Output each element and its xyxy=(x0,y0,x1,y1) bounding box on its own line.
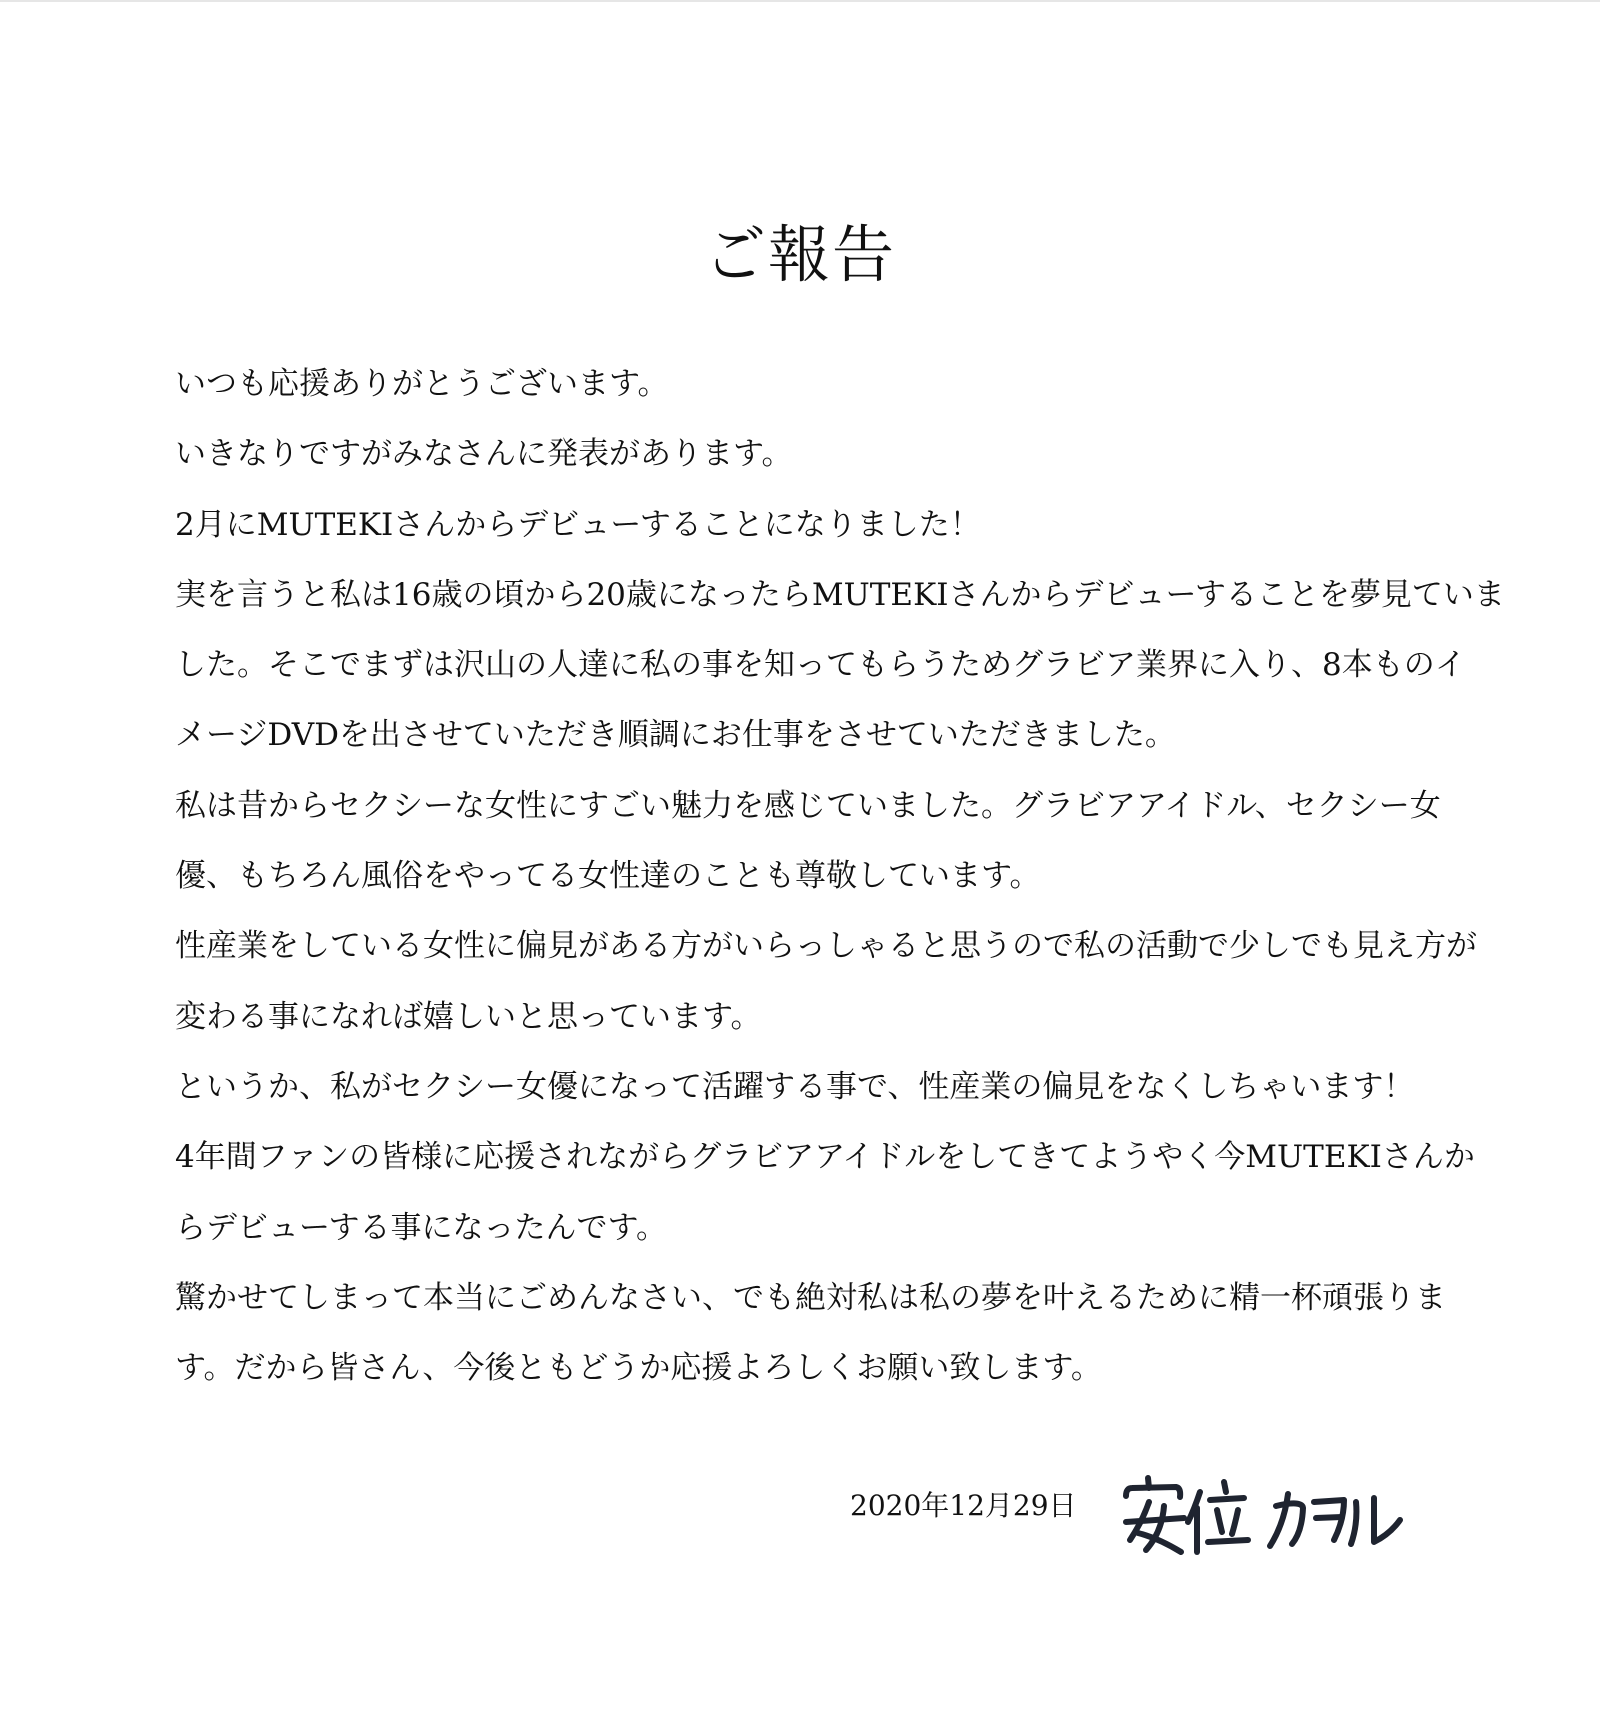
document-body xyxy=(175,362,1505,1416)
body-line: 実を言うと私は16歳の頃から20歳になったらMUTEKIさんからデビューすることを夢見ていま xyxy=(175,576,1505,613)
body-line: 驚かせてしまって本当にごめんなさい、でも絶対私は私の夢を叶えるために精一杯頑張りま xyxy=(175,1279,1446,1316)
body-line: 私は昔からセクシーな女性にすごい魅力を感じていました。グラビアアイドル、セクシー女 xyxy=(175,787,1441,824)
signature-drawing xyxy=(1118,1470,1418,1560)
body-line: 優、もちろん風俗をやってる女性達のことも尊敬しています。 xyxy=(175,858,1041,895)
body-line: 性産業をしている女性に偏見がある方がいらっしゃると思うので私の活動で少しでも見え方が xyxy=(175,928,1477,965)
body-line: というか、私がセクシー女優になって活躍する事で、性産業の偏見をなくしちゃいます！ xyxy=(175,1068,1415,1105)
body-line: らデビューする事になったんです。 xyxy=(175,1209,667,1246)
body-line: 変わる事になれば嬉しいと思っています。 xyxy=(175,998,762,1035)
body-line: メージDVDを出させていただき順調にお仕事をさせていただきました。 xyxy=(175,717,1176,754)
body-line: 2月にMUTEKIさんからデビューすることになりました！ xyxy=(175,506,981,543)
document-date: 2020年12月29日 xyxy=(850,1489,1077,1522)
handwritten-signature xyxy=(1118,1470,1418,1560)
body-line: 4年間ファンの皆様に応援されながらグラビアアイドルをしてきてようやく今MUTEKIさんか xyxy=(175,1139,1475,1176)
document-title: ご報告 xyxy=(703,218,896,291)
body-line: いきなりですがみなさんに発表があります。 xyxy=(175,436,793,473)
body-line: いつも応援ありがとうございます。 xyxy=(175,366,669,402)
body-line: す。だから皆さん、今後ともどうか応援よろしくお願い致します。 xyxy=(175,1350,1102,1387)
top-edge-divider xyxy=(0,0,1600,2)
body-line: した。そこでまずは沢山の人達に私の事を知ってもらうためグラビア業界に入り、8本ものイ xyxy=(175,647,1466,684)
